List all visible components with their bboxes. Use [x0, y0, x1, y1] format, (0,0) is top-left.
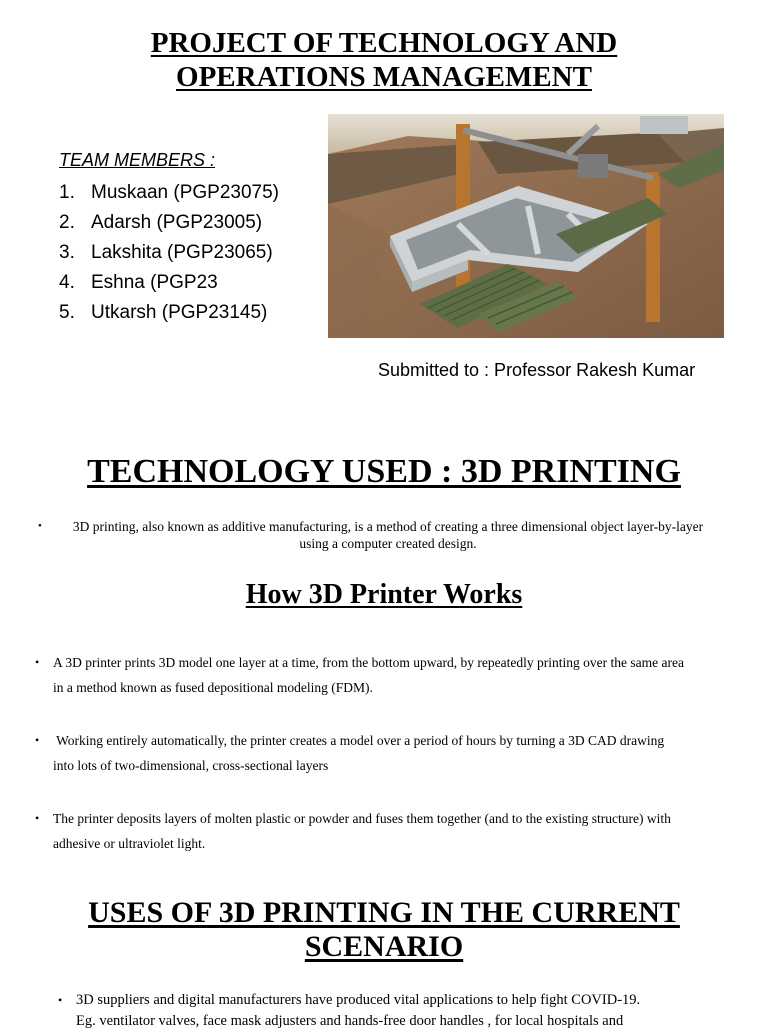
how-it-works-title — [0, 578, 768, 612]
bullet-dot-icon: • — [58, 993, 63, 1007]
uses-point-line-1: 3D suppliers and digital manufacturers have produced vital applications to help fight COVID-19. — [76, 992, 641, 1008]
uses-section-title-line-1: USES OF 3D PRINTING IN THE CURRENT — [88, 896, 680, 929]
document-title-line-2: OPERATIONS MANAGEMENT — [176, 61, 592, 93]
team-member — [59, 178, 279, 208]
how-it-works-point-line-1: Working entirely automatically, the printer creates a model over a period of hours by turning a 3D CAD drawing — [53, 733, 665, 748]
team-member-name: Muskaan (PGP23075) — [91, 182, 279, 203]
how-it-works-point — [35, 728, 753, 778]
team-member — [59, 268, 279, 298]
how-it-works-point-line-1: The printer deposits layers of molten plastic or powder and fuses them together (and to the existing structure) with — [53, 811, 671, 826]
technology-definition-line-1: 3D printing, also known as additive manufacturing, is a method of creating a three dimensional object layer-by-layer — [72, 519, 704, 534]
team-member — [59, 238, 279, 268]
team-members-list — [59, 178, 279, 328]
bullet-dot-icon: • — [38, 520, 42, 532]
bullet-dot-icon: • — [35, 811, 40, 825]
technology-definition-line-2: using a computer created design. — [299, 536, 477, 551]
uses-section-title-line-2: SCENARIO — [304, 930, 464, 963]
how-it-works-point-line-2: into lots of two-dimensional, cross-sectional layers — [53, 758, 329, 773]
document-title — [0, 26, 768, 94]
team-member-number: 5. — [59, 302, 75, 323]
team-member-name: Eshna (PGP23 — [91, 272, 218, 293]
uses-point — [58, 990, 756, 1032]
uses-point-line-2: Eg. ventilator valves, face mask adjusters and hands-free door handles , for local hospitals and — [76, 1013, 624, 1029]
team-member-name: Utkarsh (PGP23145) — [91, 302, 268, 323]
team-member-number: 1. — [59, 182, 75, 203]
how-it-works-point-line-1: A 3D printer prints 3D model one layer at a time, from the bottom upward, by repeatedly printing over the same area — [53, 655, 684, 670]
how-it-works-point-line-2: in a method known as fused depositional modeling (FDM). — [53, 680, 373, 695]
technology-section-title — [0, 452, 768, 492]
3d-printed-house-image — [328, 114, 724, 338]
technology-section-title-text: TECHNOLOGY USED : 3D PRINTING — [87, 453, 681, 490]
team-member-number: 3. — [59, 242, 75, 263]
team-member-number: 2. — [59, 212, 75, 233]
uses-section-title — [0, 896, 768, 964]
bullet-dot-icon: • — [35, 733, 40, 747]
how-it-works-point — [35, 650, 753, 700]
team-member-name: Adarsh (PGP23005) — [91, 212, 263, 233]
team-member-number: 4. — [59, 272, 75, 293]
document-title-line-1: PROJECT OF TECHNOLOGY AND — [150, 27, 618, 59]
team-member — [59, 298, 279, 328]
team-members-label: TEAM MEMBERS : — [59, 150, 216, 170]
submitted-to-text: Submitted to : Professor Rakesh Kumar — [378, 360, 696, 380]
how-it-works-point-line-2: adhesive or ultraviolet light. — [53, 836, 206, 851]
team-member — [59, 208, 279, 238]
how-it-works-title-text: How 3D Printer Works — [245, 579, 523, 610]
team-member-name: Lakshita (PGP23065) — [91, 242, 273, 263]
bullet-dot-icon: • — [35, 655, 40, 669]
how-it-works-point — [35, 806, 753, 856]
technology-definition — [38, 518, 738, 552]
